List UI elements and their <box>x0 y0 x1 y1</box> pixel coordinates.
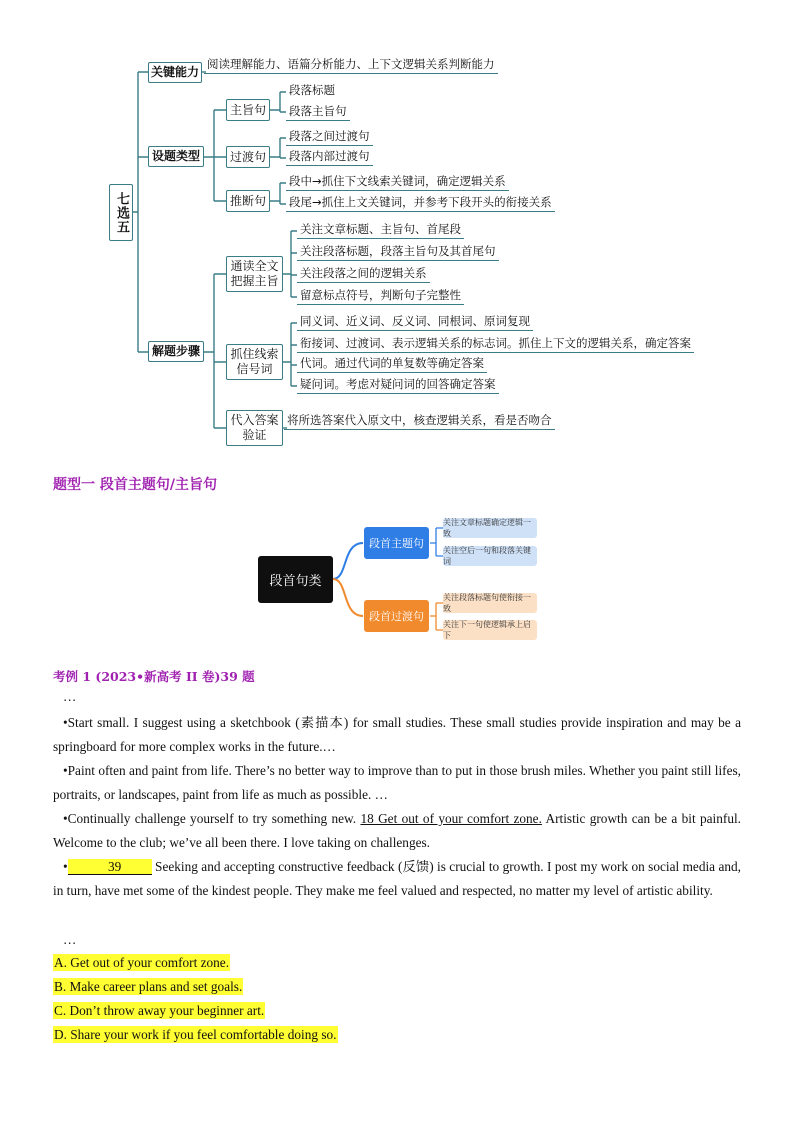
ellipsis-bottom: … <box>63 932 77 947</box>
node-topic-sentence: 主旨句 <box>226 99 270 121</box>
leaf-read-3: 关注段落之间的逻辑关系 <box>297 265 430 283</box>
leaf-transition-1: 段落之间过渡句 <box>286 128 373 146</box>
leaf-inference-2: 段尾→抓住上文关键词，并参考下段开头的衔接关系 <box>286 194 555 212</box>
paragraph-1: •Start small. I suggest using a sketchbook (素描本) for small studies. These small studies provide inspiration and may be a springboard for more complex works in the future.… <box>53 715 741 754</box>
node-transition-sentence: 过渡句 <box>226 146 270 168</box>
leaf-topic-1: 段落标题 <box>289 83 335 97</box>
option-d: D. Share your work if you feel comfortable doing so. <box>54 1027 337 1042</box>
section-title: 题型一 段首主题句/主旨句 <box>53 477 217 493</box>
leaf-clue-2: 衔接词、过渡词、表示逻辑关系的标志词。抓住上下文的逻辑关系，确定答案 <box>297 335 694 353</box>
diagram2-transition-leaf-2: 关注下一句使逻辑承上启下 <box>443 620 537 640</box>
diagram2-transition-node: 段首过渡句 <box>364 600 429 632</box>
leaf-transition-2: 段落内部过渡句 <box>286 148 373 166</box>
node-clue-words: 抓住线索信号词 <box>226 344 283 380</box>
paragraph-2: •Paint often and paint from life. There’s no better way to improve than to put in those brush miles. Whether you paint still lifes, portraits, or landscapes, paint from life as much as possible. … <box>53 763 741 802</box>
example-title: 考例 1 (2023•新高考 II 卷)39 题 <box>53 669 255 684</box>
node-question-types: 设题类型 <box>148 146 204 167</box>
diagram2-main-node: 段首句类 <box>258 556 333 603</box>
underlined-answer-18: 18 Get out of your comfort zone. <box>360 811 542 826</box>
node-inference-sentence: 推断句 <box>226 190 270 212</box>
node-key-abilities: 关键能力 <box>148 62 202 83</box>
mindmap-root: 七选五 <box>109 184 133 241</box>
leaf-read-1: 关注文章标题、主旨句、首尾段 <box>297 221 464 239</box>
blank-39: 39 <box>68 859 152 875</box>
option-a: A. Get out of your comfort zone. <box>54 955 230 970</box>
leaf-clue-3: 代词。通过代词的单复数等确定答案 <box>297 355 487 373</box>
ellipsis-top: … <box>63 689 77 704</box>
leaf-inference-1: 段中→抓住下文线索关键词，确定逻辑关系 <box>286 173 509 191</box>
option-c: C. Don’t throw away your beginner art. <box>54 1003 265 1018</box>
leaf-clue-4: 疑问词。考虑对疑问词的回答确定答案 <box>297 376 499 394</box>
diagram2-transition-leaf-1: 关注段落标题句使衔接一致 <box>443 593 537 613</box>
diagram2-topic-leaf-1: 关注文章标题确定逻辑一致 <box>443 518 537 538</box>
node-read-through: 通读全文把握主旨 <box>226 256 283 292</box>
leaf-read-4: 留意标点符号，判断句子完整性 <box>297 287 464 305</box>
paragraph-4: • 39 Seeking and accepting constructive feedback (反馈) is crucial to growth. I post my work on social media and, in turn, have met some of the kindest people. They make me feel valued and respected, no matter my level of artistic ability. <box>53 859 741 898</box>
leaf-clue-1: 同义词、近义词、反义词、同根词、原词复现 <box>297 313 533 331</box>
diagram2-topic-node: 段首主题句 <box>364 527 429 559</box>
node-verify-answer: 代入答案验证 <box>226 410 283 446</box>
leaf-key-abilities: 阅读理解能力、语篇分析能力、上下文逻辑关系判断能力 <box>204 56 498 74</box>
option-b: B. Make career plans and set goals. <box>54 979 243 994</box>
paragraph-3: •Continually challenge yourself to try something new. 18 Get out of your comfort zone. Artistic growth can be a bit painful. Welcome to the club; we’ve all been there. I love taking on challenges. <box>53 811 741 850</box>
diagram2-topic-leaf-2: 关注空后一句和段落关键词 <box>443 546 537 566</box>
leaf-verify: 将所选答案代入原文中，核查逻辑关系，看是否吻合 <box>284 412 555 430</box>
leaf-read-2: 关注段落标题，段落主旨句及其首尾句 <box>297 243 499 261</box>
node-solving-steps: 解题步骤 <box>148 341 204 362</box>
leaf-topic-2: 段落主旨句 <box>286 103 350 121</box>
